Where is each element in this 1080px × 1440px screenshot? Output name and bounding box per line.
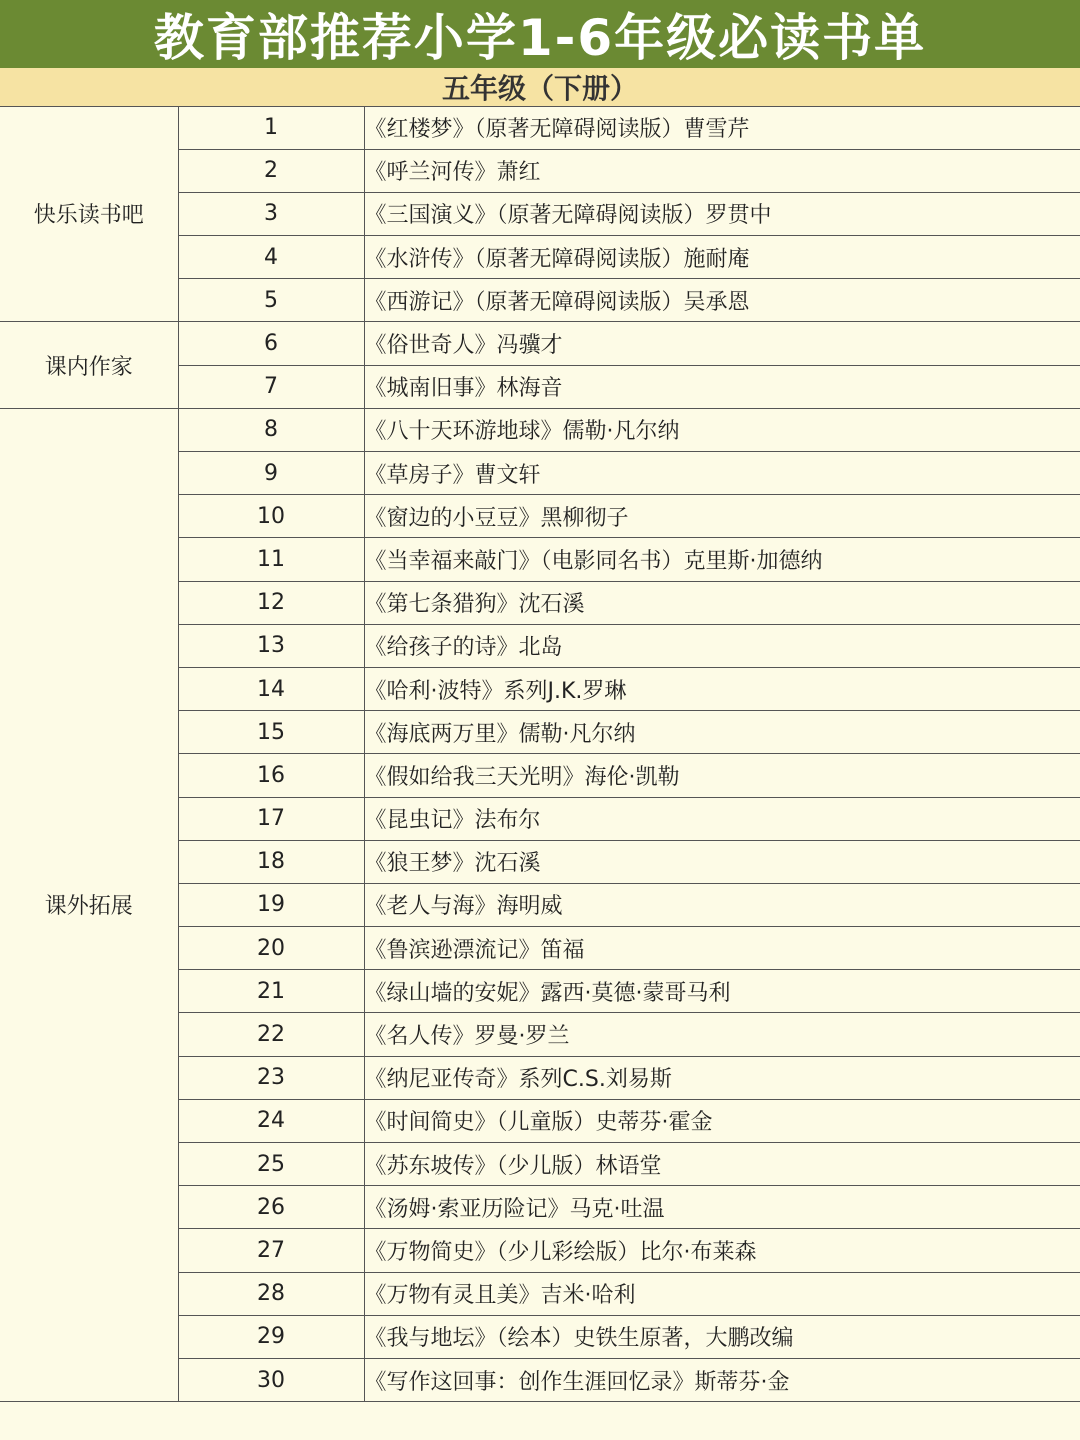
book-title: 《绿山墙的安妮》露西·莫德·蒙哥马利 xyxy=(364,970,1080,1013)
book-number: 9 xyxy=(178,452,364,495)
book-title: 《汤姆·索亚历险记》马克·吐温 xyxy=(364,1186,1080,1229)
book-number: 20 xyxy=(178,927,364,970)
book-number: 26 xyxy=(178,1186,364,1229)
book-title: 《万物简史》（少儿彩绘版）比尔·布莱森 xyxy=(364,1229,1080,1272)
book-title: 《鲁滨逊漂流记》笛福 xyxy=(364,927,1080,970)
book-title: 《海底两万里》儒勒·凡尔纳 xyxy=(364,711,1080,754)
grade-subtitle: 五年级（下册） xyxy=(0,68,1080,107)
book-title: 《当幸福来敲门》（电影同名书）克里斯·加德纳 xyxy=(364,538,1080,581)
book-number: 11 xyxy=(178,538,364,581)
book-title: 《给孩子的诗》北岛 xyxy=(364,624,1080,667)
book-number: 10 xyxy=(178,495,364,538)
book-number: 12 xyxy=(178,581,364,624)
book-number: 27 xyxy=(178,1229,364,1272)
book-number: 17 xyxy=(178,797,364,840)
book-title: 《水浒传》（原著无障碍阅读版）施耐庵 xyxy=(364,236,1080,279)
book-number: 21 xyxy=(178,970,364,1013)
book-number: 2 xyxy=(178,149,364,192)
book-number: 3 xyxy=(178,192,364,235)
book-title: 《城南旧事》林海音 xyxy=(364,365,1080,408)
book-title: 《狼王梦》沈石溪 xyxy=(364,840,1080,883)
book-title: 《纳尼亚传奇》系列C.S.刘易斯 xyxy=(364,1056,1080,1099)
book-title: 《假如给我三天光明》海伦·凯勒 xyxy=(364,754,1080,797)
book-number: 30 xyxy=(178,1358,364,1401)
book-number: 13 xyxy=(178,624,364,667)
book-title: 《老人与海》海明威 xyxy=(364,883,1080,926)
reading-list-body xyxy=(0,106,1080,1402)
book-number: 1 xyxy=(178,106,364,149)
book-title: 《窗边的小豆豆》黑柳彻子 xyxy=(364,495,1080,538)
book-number: 24 xyxy=(178,1099,364,1142)
reading-list-table xyxy=(0,106,1080,1402)
book-title: 《西游记》（原著无障碍阅读版）吴承恩 xyxy=(364,279,1080,322)
book-title: 《昆虫记》法布尔 xyxy=(364,797,1080,840)
book-number: 14 xyxy=(178,667,364,710)
table-row xyxy=(0,322,1080,365)
book-title: 《呼兰河传》萧红 xyxy=(364,149,1080,192)
book-number: 6 xyxy=(178,322,364,365)
book-title: 《八十天环游地球》儒勒·凡尔纳 xyxy=(364,408,1080,451)
book-title: 《时间简史》（儿童版）史蒂芬·霍金 xyxy=(364,1099,1080,1142)
book-number: 7 xyxy=(178,365,364,408)
book-number: 16 xyxy=(178,754,364,797)
book-title: 《草房子》曹文轩 xyxy=(364,452,1080,495)
book-number: 5 xyxy=(178,279,364,322)
book-title: 《名人传》罗曼·罗兰 xyxy=(364,1013,1080,1056)
book-title: 《三国演义》（原著无障碍阅读版）罗贯中 xyxy=(364,192,1080,235)
book-title: 《哈利·波特》系列J.K.罗琳 xyxy=(364,667,1080,710)
book-title: 《写作这回事：创作生涯回忆录》斯蒂芬·金 xyxy=(364,1358,1080,1401)
page-title: 教育部推荐小学1-6年级必读书单 xyxy=(0,0,1080,68)
table-row xyxy=(0,106,1080,149)
book-title: 《第七条猎狗》沈石溪 xyxy=(364,581,1080,624)
category-cell: 快乐读书吧 xyxy=(0,106,178,322)
table-row xyxy=(0,408,1080,451)
book-number: 19 xyxy=(178,883,364,926)
category-cell: 课内作家 xyxy=(0,322,178,408)
book-number: 22 xyxy=(178,1013,364,1056)
book-number: 23 xyxy=(178,1056,364,1099)
book-number: 25 xyxy=(178,1143,364,1186)
category-cell: 课外拓展 xyxy=(0,408,178,1401)
book-title: 《我与地坛》（绘本）史铁生原著，大鹏改编 xyxy=(364,1315,1080,1358)
book-title: 《苏东坡传》（少儿版）林语堂 xyxy=(364,1143,1080,1186)
book-number: 28 xyxy=(178,1272,364,1315)
book-title: 《俗世奇人》冯骥才 xyxy=(364,322,1080,365)
book-number: 18 xyxy=(178,840,364,883)
book-title: 《万物有灵且美》吉米·哈利 xyxy=(364,1272,1080,1315)
book-number: 4 xyxy=(178,236,364,279)
book-number: 15 xyxy=(178,711,364,754)
book-title: 《红楼梦》（原著无障碍阅读版）曹雪芹 xyxy=(364,106,1080,149)
book-number: 8 xyxy=(178,408,364,451)
book-number: 29 xyxy=(178,1315,364,1358)
